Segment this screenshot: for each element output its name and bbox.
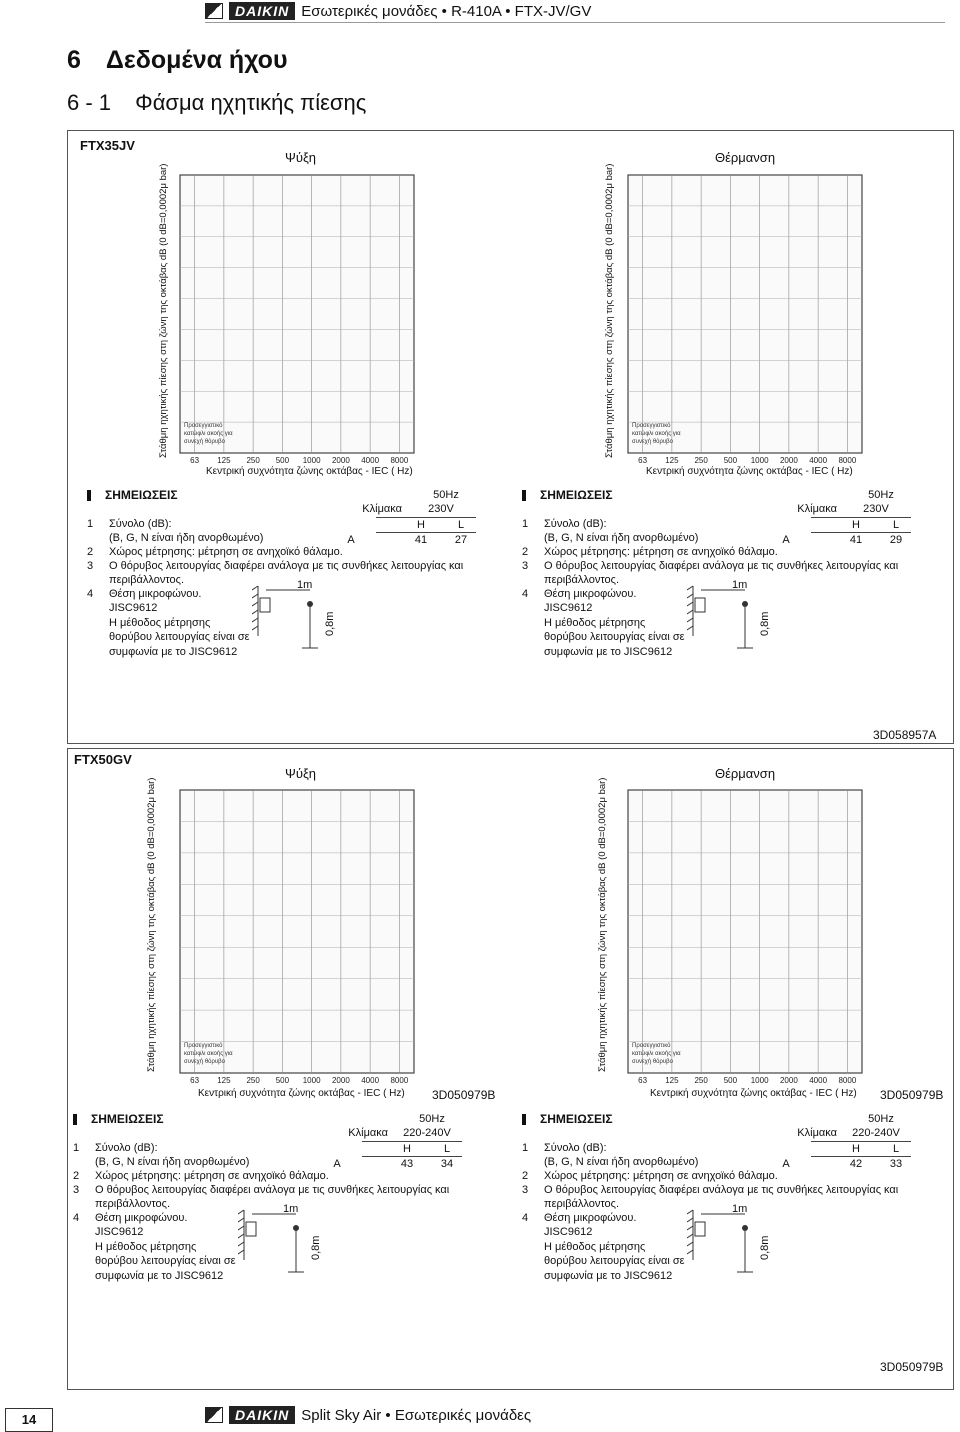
jis-standard: JISC9612: [544, 602, 593, 614]
plot-area: [180, 175, 414, 453]
page-number: 14: [5, 1408, 53, 1432]
spectrum-chart-svg: [598, 165, 868, 465]
x-tick-label: 125: [665, 456, 679, 465]
footer-brand: DAIKIN: [229, 1406, 295, 1424]
note-1: 1 Σύνολο (dB):: [87, 518, 172, 530]
threshold-label: Προσεγγιστικό: [632, 1043, 671, 1049]
spec-voltage: 230V: [428, 503, 454, 515]
x-tick-label: 500: [723, 456, 738, 465]
notes-heading: ΣΗΜΕΙΩΣΕΙΣ: [540, 488, 613, 502]
section-heading: [67, 46, 288, 75]
x-tick-label: 250: [694, 456, 708, 465]
threshold-label: συνεχή θόρυβο: [632, 439, 673, 445]
x-tick-label: 8000: [838, 1076, 857, 1085]
x-tick-label: 63: [190, 456, 200, 465]
notes-heading: ΣΗΜΕΙΩΣΕΙΣ: [540, 1112, 613, 1126]
daikin-logo-icon: [205, 1407, 223, 1423]
notes-marker: [522, 490, 526, 501]
header-rule: [205, 22, 945, 23]
note-2: 2 Χώρος μέτρησης: μέτρηση σε ανηχοϊκό θάλαμο.: [87, 546, 343, 558]
jis-reference: συμφωνία με το JISC9612: [109, 646, 238, 658]
plot-area: [180, 790, 414, 1073]
jis-method: Η μέθοδος μέτρησης: [544, 1241, 646, 1253]
note-4: 4 Θέση μικροφώνου.: [73, 1212, 188, 1224]
note-1-detail: (B, G, N είναι ήδη ανορθωμένο): [544, 532, 699, 544]
section-number: 6: [67, 46, 81, 74]
spec-col-h: H: [852, 1143, 860, 1155]
mic-distance-horizontal: 1m: [297, 579, 313, 591]
x-tick-label: 125: [217, 1076, 231, 1085]
plot-area: [628, 175, 862, 453]
x-tick-label: 63: [638, 456, 648, 465]
jis-compliance: θορύβου λειτουργίας είναι σε: [544, 1255, 685, 1267]
x-tick-label: 500: [275, 1076, 290, 1085]
threshold-label: Προσεγγιστικό: [184, 1043, 223, 1049]
note-3: 3 Ο θόρυβος λειτουργίας διαφέρει ανάλογα με τις συνθήκες λειτουργίας και: [87, 560, 464, 572]
spec-col-h: H: [417, 519, 425, 531]
note-4: 4 Θέση μικροφώνου.: [87, 588, 202, 600]
threshold-label: κατώφλι ακοής για: [632, 1051, 681, 1057]
drawing-code: 3D050979B: [880, 1360, 944, 1374]
x-tick-label: 4000: [809, 1076, 828, 1085]
drawing-code: 3D058957A: [873, 728, 937, 742]
jis-compliance: θορύβου λειτουργίας είναι σε: [95, 1255, 236, 1267]
mic-distance-vertical: 0,8m: [324, 611, 336, 636]
x-tick-label: 4000: [361, 1076, 380, 1085]
note-1: 1 Σύνολο (dB):: [73, 1142, 158, 1154]
x-tick-label: 8000: [390, 456, 409, 465]
spec-col-h: H: [403, 1143, 411, 1155]
heating-label: Θέρμανση: [715, 766, 776, 781]
section-title: Δεδομένα ήχου: [105, 46, 288, 74]
spectrum-chart-svg: [597, 777, 868, 1085]
spectrum-chart-cooling-2: [150, 780, 420, 1090]
note-4: 4 Θέση μικροφώνου.: [522, 1212, 637, 1224]
x-tick-label: 8000: [390, 1076, 409, 1085]
mic-distance-vertical: 0,8m: [759, 1235, 771, 1260]
note-1-detail: (B, G, N είναι ήδη ανορθωμένο): [109, 532, 264, 544]
spec-voltage: 220-240V: [852, 1127, 900, 1139]
note-2: 2 Χώρος μέτρησης: μέτρηση σε ανηχοϊκό θάλαμο.: [522, 1170, 778, 1182]
x-tick-label: 500: [723, 1076, 738, 1085]
x-tick-label: 250: [694, 1076, 708, 1085]
x-tick-label: 1000: [302, 1076, 321, 1085]
x-tick-label: 2000: [779, 456, 798, 465]
jis-method: Η μέθοδος μέτρησης: [544, 617, 646, 629]
spec-value-h: 42: [849, 1158, 863, 1170]
spec-col-l: L: [892, 1143, 900, 1155]
plot-area: [628, 790, 862, 1073]
x-tick-label: 1000: [750, 456, 769, 465]
spectrum-chart-svg: [150, 780, 420, 1085]
threshold-label: συνεχή θόρυβο: [184, 439, 225, 445]
notes-heading: ΣΗΜΕΙΩΣΕΙΣ: [91, 1112, 164, 1126]
x-tick-label: 125: [665, 1076, 679, 1085]
jis-standard: JISC9612: [95, 1226, 144, 1238]
footer-title: Split Sky Air • Εσωτερικές μονάδες: [301, 1406, 532, 1424]
threshold-label: κατώφλι ακοής για: [184, 431, 233, 437]
note-1-detail: (B, G, N είναι ήδη ανορθωμένο): [95, 1156, 250, 1168]
note-2: 2 Χώρος μέτρησης: μέτρηση σε ανηχοϊκό θάλαμο.: [522, 546, 778, 558]
threshold-label: Προσεγγιστικό: [184, 423, 223, 429]
heating-label: Θέρμανση: [715, 150, 776, 165]
notes-marker: [73, 1114, 77, 1125]
spec-row-a: A: [782, 534, 790, 546]
mic-distance-vertical: 0,8m: [310, 1235, 322, 1260]
x-tick-label: 250: [246, 1076, 260, 1085]
note-3: 3 Ο θόρυβος λειτουργίας διαφέρει ανάλογα με τις συνθήκες λειτουργίας και: [522, 560, 899, 572]
drawing-code: 3D050979B: [880, 1088, 944, 1102]
spec-value-h: 41: [849, 534, 863, 546]
note-3-detail: περιβάλλοντος.: [109, 574, 184, 586]
x-axis-label: Κεντρική συχνότητα ζώνης οκτάβας - IEC ( Hz): [206, 466, 413, 477]
spec-col-l: L: [892, 519, 900, 531]
jis-compliance: θορύβου λειτουργίας είναι σε: [109, 631, 250, 643]
x-tick-label: 4000: [809, 456, 828, 465]
jis-reference: συμφωνία με το JISC9612: [95, 1270, 224, 1282]
x-tick-label: 63: [638, 1076, 648, 1085]
spec-row-a: A: [333, 1158, 341, 1170]
spec-value-h: 41: [414, 534, 428, 546]
model-label: FTX50GV: [74, 752, 132, 767]
note-3-detail: περιβάλλοντος.: [544, 1198, 619, 1210]
spec-frequency: 50Hz: [868, 489, 894, 501]
notes-marker: [522, 1114, 526, 1125]
notes-heading: ΣΗΜΕΙΩΣΕΙΣ: [105, 488, 178, 502]
x-tick-label: 2000: [331, 1076, 350, 1085]
header-brand: DAIKIN: [229, 2, 295, 20]
threshold-label: κατώφλι ακοής για: [184, 1051, 233, 1057]
note-3: 3 Ο θόρυβος λειτουργίας διαφέρει ανάλογα με τις συνθήκες λειτουργίας και: [522, 1184, 899, 1196]
spec-col-l: L: [443, 1143, 451, 1155]
y-axis-label: Στάθμη ηχητικής πίεσης στη ζώνη της οκτάβας dB (0 dB=0,0002μ bar): [146, 777, 157, 1072]
x-tick-label: 1000: [750, 1076, 769, 1085]
cooling-label: Ψύξη: [285, 150, 317, 165]
spec-col-l: L: [457, 519, 465, 531]
threshold-label: Προσεγγιστικό: [632, 423, 671, 429]
jis-standard: JISC9612: [544, 1226, 593, 1238]
spec-frequency: 50Hz: [433, 489, 459, 501]
spec-frequency: 50Hz: [868, 1113, 894, 1125]
mic-distance-horizontal: 1m: [732, 579, 748, 591]
header-title: Εσωτερικές μονάδες • R-410A • FTX-JV/GV: [301, 2, 592, 20]
jis-reference: συμφωνία με το JISC9612: [544, 1270, 673, 1282]
note-1-detail: (B, G, N είναι ήδη ανορθωμένο): [544, 1156, 699, 1168]
x-tick-label: 1000: [302, 456, 321, 465]
jis-standard: JISC9612: [109, 602, 158, 614]
spec-frequency: 50Hz: [419, 1113, 445, 1125]
x-axis-label: Κεντρική συχνότητα ζώνης οκτάβας - IEC ( Hz): [198, 1088, 405, 1099]
x-axis-label: Κεντρική συχνότητα ζώνης οκτάβας - IEC ( Hz): [646, 466, 853, 477]
drawing-code: 3D050979B: [432, 1088, 496, 1102]
x-tick-label: 4000: [361, 456, 380, 465]
page-footer: [205, 1406, 531, 1424]
model-label: FTX35JV: [80, 138, 135, 153]
spec-voltage: 220-240V: [403, 1127, 451, 1139]
x-tick-label: 2000: [779, 1076, 798, 1085]
notes-marker: [87, 490, 91, 501]
y-axis-label: Στάθμη ηχητικής πίεσης στη ζώνη της οκτάβας dB (0 dB=0,0002μ bar): [597, 777, 608, 1072]
spectrum-chart-svg: [150, 165, 420, 465]
threshold-label: συνεχή θόρυβο: [184, 1059, 225, 1065]
note-3-detail: περιβάλλοντος.: [544, 574, 619, 586]
subsection-heading: [67, 90, 366, 116]
subsection-title: Φάσμα ηχητικής πίεσης: [135, 90, 367, 115]
spec-value-h: 43: [400, 1158, 414, 1170]
note-1: 1 Σύνολο (dB):: [522, 518, 607, 530]
cooling-label: Ψύξη: [285, 766, 317, 781]
jis-method: Η μέθοδος μέτρησης: [95, 1241, 197, 1253]
subsection-number: 6 - 1: [67, 90, 112, 115]
jis-reference: συμφωνία με το JISC9612: [544, 646, 673, 658]
spec-value-l: 27: [454, 534, 468, 546]
x-tick-label: 8000: [838, 456, 857, 465]
jis-method: Η μέθοδος μέτρησης: [109, 617, 211, 629]
spec-value-l: 34: [440, 1158, 454, 1170]
y-axis-label: Στάθμη ηχητικής πίεσης στη ζώνη της οκτάβας dB (0 dB=0,0002μ bar): [604, 163, 615, 458]
spectrum-chart-cooling-1: [150, 165, 420, 470]
spec-row-a: A: [347, 534, 355, 546]
x-tick-label: 63: [190, 1076, 200, 1085]
x-axis-label: Κεντρική συχνότητα ζώνης οκτάβας - IEC ( Hz): [650, 1088, 857, 1099]
threshold-label: κατώφλι ακοής για: [632, 431, 681, 437]
y-axis-label: Στάθμη ηχητικής πίεσης στη ζώνη της οκτάβας dB (0 dB=0,0002μ bar): [158, 163, 169, 458]
spec-voltage: 230V: [863, 503, 889, 515]
x-tick-label: 2000: [331, 456, 350, 465]
page-header: [205, 2, 591, 20]
mic-distance-horizontal: 1m: [732, 1203, 748, 1215]
note-4: 4 Θέση μικροφώνου.: [522, 588, 637, 600]
spectrum-chart-heating-2: [597, 777, 868, 1090]
spec-scale-label: Κλίμακα: [797, 1127, 837, 1139]
note-3: 3 Ο θόρυβος λειτουργίας διαφέρει ανάλογα με τις συνθήκες λειτουργίας και: [73, 1184, 450, 1196]
mic-distance-vertical: 0,8m: [759, 611, 771, 636]
x-tick-label: 125: [217, 456, 231, 465]
spectrum-chart-heating-1: [598, 165, 868, 470]
spec-col-h: H: [852, 519, 860, 531]
note-2: 2 Χώρος μέτρησης: μέτρηση σε ανηχοϊκό θάλαμο.: [73, 1170, 329, 1182]
x-tick-label: 250: [246, 456, 260, 465]
spec-value-l: 29: [889, 534, 903, 546]
spec-scale-label: Κλίμακα: [348, 1127, 388, 1139]
threshold-label: συνεχή θόρυβο: [632, 1059, 673, 1065]
mic-distance-horizontal: 1m: [283, 1203, 299, 1215]
note-1: 1 Σύνολο (dB):: [522, 1142, 607, 1154]
spec-scale-label: Κλίμακα: [797, 503, 837, 515]
spec-value-l: 33: [889, 1158, 903, 1170]
spec-row-a: A: [782, 1158, 790, 1170]
daikin-logo-icon: [205, 3, 223, 19]
x-tick-label: 500: [275, 456, 290, 465]
note-3-detail: περιβάλλοντος.: [95, 1198, 170, 1210]
jis-compliance: θορύβου λειτουργίας είναι σε: [544, 631, 685, 643]
spec-scale-label: Κλίμακα: [362, 503, 402, 515]
